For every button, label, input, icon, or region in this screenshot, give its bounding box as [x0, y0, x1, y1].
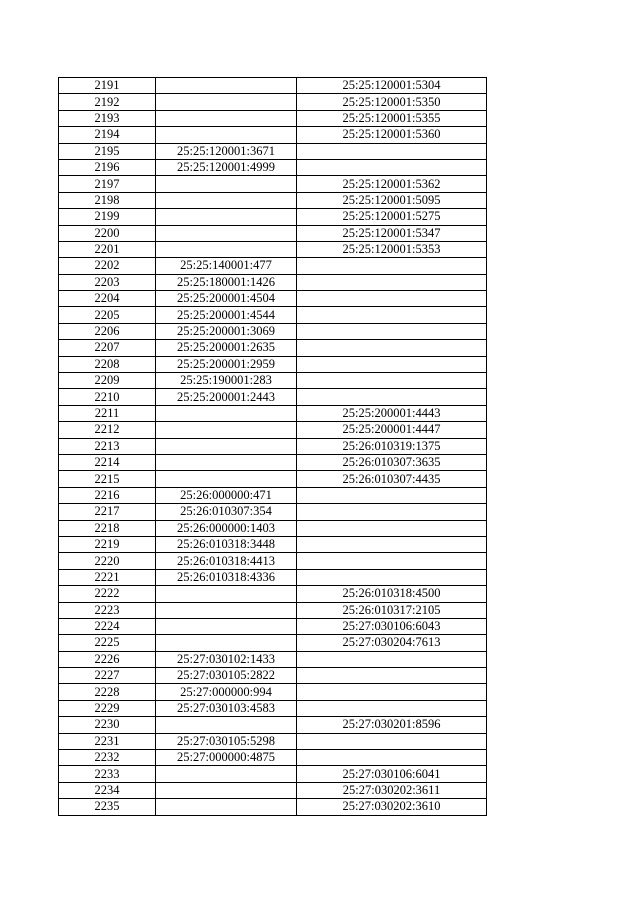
row-number-cell: 2233 [59, 766, 156, 782]
cadastral-number-cell-b [297, 323, 487, 339]
cadastral-number-cell-a: 25:25:200001:2959 [156, 356, 297, 372]
cadastral-number-cell-a: 25:26:000000:1403 [156, 520, 297, 536]
table-row [59, 94, 487, 110]
table-row [59, 356, 487, 372]
table-row [59, 700, 487, 716]
cadastral-number-cell-a [156, 717, 297, 733]
cadastral-number-cell-b: 25:25:120001:5355 [297, 110, 487, 126]
table-row [59, 373, 487, 389]
cadastral-number-cell-b [297, 651, 487, 667]
cadastral-number-cell-b [297, 356, 487, 372]
cadastral-number-cell-b: 25:26:010318:4500 [297, 586, 487, 602]
row-number-cell: 2223 [59, 602, 156, 618]
row-number-cell: 2204 [59, 291, 156, 307]
table-row [59, 78, 487, 94]
cadastral-number-cell-a [156, 766, 297, 782]
cadastral-number-cell-a [156, 422, 297, 438]
cadastral-number-cell-a [156, 602, 297, 618]
cadastral-number-cell-a: 25:27:000000:994 [156, 684, 297, 700]
table-row [59, 323, 487, 339]
table-row [59, 536, 487, 552]
table-row [59, 127, 487, 143]
row-number-cell: 2219 [59, 536, 156, 552]
cadastral-number-cell-a [156, 454, 297, 470]
row-number-cell: 2209 [59, 373, 156, 389]
cadastral-number-cell-b [297, 340, 487, 356]
cadastral-number-cell-b [297, 487, 487, 503]
cadastral-number-cell-b: 25:27:030204:7613 [297, 635, 487, 651]
cadastral-number-cell-b [297, 733, 487, 749]
cadastral-number-cell-a: 25:26:010318:4413 [156, 553, 297, 569]
cadastral-number-cell-a: 25:27:030102:1433 [156, 651, 297, 667]
cadastral-number-cell-a: 25:27:030105:2822 [156, 668, 297, 684]
table-row [59, 454, 487, 470]
table-row [59, 241, 487, 257]
cadastral-number-cell-a [156, 618, 297, 634]
row-number-cell: 2217 [59, 504, 156, 520]
table-row [59, 684, 487, 700]
cadastral-number-cell-b: 25:25:120001:5353 [297, 241, 487, 257]
table-row [59, 438, 487, 454]
row-number-cell: 2200 [59, 225, 156, 241]
table-row [59, 750, 487, 766]
cadastral-number-cell-b: 25:25:120001:5304 [297, 78, 487, 94]
cadastral-number-cell-b: 25:26:010319:1375 [297, 438, 487, 454]
row-number-cell: 2193 [59, 110, 156, 126]
table-row [59, 176, 487, 192]
row-number-cell: 2228 [59, 684, 156, 700]
table-row [59, 520, 487, 536]
cadastral-number-cell-a [156, 78, 297, 94]
row-number-cell: 2224 [59, 618, 156, 634]
row-number-cell: 2222 [59, 586, 156, 602]
row-number-cell: 2191 [59, 78, 156, 94]
cadastral-number-cell-b [297, 274, 487, 290]
table-row [59, 291, 487, 307]
table-row [59, 635, 487, 651]
cadastral-number-cell-b [297, 750, 487, 766]
cadastral-number-cell-b [297, 373, 487, 389]
cadastral-number-cell-a: 25:25:200001:3069 [156, 323, 297, 339]
row-number-cell: 2211 [59, 405, 156, 421]
row-number-cell: 2203 [59, 274, 156, 290]
cadastral-number-cell-a: 25:27:030105:5298 [156, 733, 297, 749]
row-number-cell: 2198 [59, 192, 156, 208]
row-number-cell: 2196 [59, 159, 156, 175]
table-row [59, 143, 487, 159]
cadastral-number-cell-a [156, 241, 297, 257]
row-number-cell: 2225 [59, 635, 156, 651]
cadastral-number-cell-b: 25:25:120001:5362 [297, 176, 487, 192]
row-number-cell: 2199 [59, 209, 156, 225]
cadastral-number-cell-a: 25:25:180001:1426 [156, 274, 297, 290]
cadastral-number-cell-b: 25:27:030106:6043 [297, 618, 487, 634]
cadastral-number-cell-a [156, 127, 297, 143]
row-number-cell: 2205 [59, 307, 156, 323]
row-number-cell: 2201 [59, 241, 156, 257]
table-row [59, 389, 487, 405]
cadastral-number-cell-a: 25:27:000000:4875 [156, 750, 297, 766]
row-number-cell: 2230 [59, 717, 156, 733]
cadastral-number-cell-b [297, 143, 487, 159]
cadastral-number-cell-a [156, 192, 297, 208]
cadastral-number-cell-a [156, 471, 297, 487]
cadastral-number-cell-b: 25:25:120001:5275 [297, 209, 487, 225]
cadastral-number-cell-a: 25:25:190001:283 [156, 373, 297, 389]
table-row [59, 159, 487, 175]
row-number-cell: 2214 [59, 454, 156, 470]
cadastral-number-cell-a: 25:25:200001:2443 [156, 389, 297, 405]
row-number-cell: 2234 [59, 782, 156, 798]
cadastral-number-cell-a: 25:26:010318:4336 [156, 569, 297, 585]
row-number-cell: 2206 [59, 323, 156, 339]
row-number-cell: 2226 [59, 651, 156, 667]
cadastral-number-cell-b [297, 668, 487, 684]
table-row [59, 668, 487, 684]
cadastral-number-cell-b: 25:25:200001:4443 [297, 405, 487, 421]
cadastral-number-cell-b [297, 307, 487, 323]
table-row [59, 422, 487, 438]
row-number-cell: 2220 [59, 553, 156, 569]
table-row [59, 258, 487, 274]
data-table [58, 77, 487, 816]
row-number-cell: 2192 [59, 94, 156, 110]
row-number-cell: 2208 [59, 356, 156, 372]
cadastral-number-cell-b [297, 159, 487, 175]
table-row [59, 799, 487, 815]
table-row [59, 553, 487, 569]
cadastral-number-cell-b: 25:25:120001:5350 [297, 94, 487, 110]
table-row [59, 405, 487, 421]
row-number-cell: 2221 [59, 569, 156, 585]
cadastral-number-cell-b: 25:26:010317:2105 [297, 602, 487, 618]
cadastral-number-cell-b [297, 684, 487, 700]
cadastral-number-cell-a: 25:26:010318:3448 [156, 536, 297, 552]
table-row [59, 651, 487, 667]
row-number-cell: 2235 [59, 799, 156, 815]
table-row [59, 586, 487, 602]
cadastral-number-cell-a [156, 586, 297, 602]
row-number-cell: 2213 [59, 438, 156, 454]
table-row [59, 307, 487, 323]
cadastral-number-cell-b: 25:25:120001:5347 [297, 225, 487, 241]
cadastral-number-cell-a: 25:25:200001:2635 [156, 340, 297, 356]
cadastral-number-cell-a [156, 635, 297, 651]
table-row [59, 225, 487, 241]
row-number-cell: 2212 [59, 422, 156, 438]
table-row [59, 274, 487, 290]
row-number-cell: 2232 [59, 750, 156, 766]
cadastral-number-cell-a: 25:27:030103:4583 [156, 700, 297, 716]
cadastral-number-cell-b [297, 258, 487, 274]
cadastral-number-cell-b: 25:25:200001:4447 [297, 422, 487, 438]
cadastral-number-cell-b: 25:27:030202:3610 [297, 799, 487, 815]
cadastral-number-cell-b [297, 520, 487, 536]
cadastral-number-cell-a [156, 110, 297, 126]
cadastral-number-cell-b [297, 291, 487, 307]
cadastral-number-cell-a: 25:25:200001:4544 [156, 307, 297, 323]
cadastral-number-cell-a [156, 94, 297, 110]
table-row [59, 569, 487, 585]
table-row [59, 782, 487, 798]
cadastral-number-cell-b [297, 536, 487, 552]
row-number-cell: 2210 [59, 389, 156, 405]
cadastral-number-cell-b [297, 504, 487, 520]
table-row [59, 340, 487, 356]
cadastral-number-cell-b: 25:25:120001:5360 [297, 127, 487, 143]
cadastral-number-cell-b [297, 553, 487, 569]
cadastral-number-cell-a: 25:25:120001:4999 [156, 159, 297, 175]
cadastral-number-cell-b: 25:27:030106:6041 [297, 766, 487, 782]
table-row [59, 602, 487, 618]
cadastral-number-cell-b: 25:27:030202:3611 [297, 782, 487, 798]
table-row [59, 487, 487, 503]
cadastral-number-cell-b: 25:27:030201:8596 [297, 717, 487, 733]
cadastral-number-cell-b [297, 389, 487, 405]
table-row [59, 471, 487, 487]
row-number-cell: 2215 [59, 471, 156, 487]
cadastral-number-cell-a [156, 209, 297, 225]
cadastral-number-cell-a: 25:25:140001:477 [156, 258, 297, 274]
table-row [59, 766, 487, 782]
cadastral-number-cell-a [156, 176, 297, 192]
row-number-cell: 2231 [59, 733, 156, 749]
cadastral-number-cell-b: 25:25:120001:5095 [297, 192, 487, 208]
table-row [59, 209, 487, 225]
cadastral-number-cell-a [156, 782, 297, 798]
cadastral-number-cell-b: 25:26:010307:3635 [297, 454, 487, 470]
row-number-cell: 2207 [59, 340, 156, 356]
table-row [59, 717, 487, 733]
row-number-cell: 2216 [59, 487, 156, 503]
table-row [59, 110, 487, 126]
table-row [59, 618, 487, 634]
cadastral-number-cell-a: 25:26:010307:354 [156, 504, 297, 520]
cadastral-number-cell-a: 25:25:200001:4504 [156, 291, 297, 307]
cadastral-number-cell-b [297, 700, 487, 716]
row-number-cell: 2194 [59, 127, 156, 143]
row-number-cell: 2197 [59, 176, 156, 192]
table-row [59, 192, 487, 208]
row-number-cell: 2195 [59, 143, 156, 159]
cadastral-number-cell-b: 25:26:010307:4435 [297, 471, 487, 487]
cadastral-number-cell-a: 25:25:120001:3671 [156, 143, 297, 159]
table-body [59, 78, 487, 816]
row-number-cell: 2218 [59, 520, 156, 536]
cadastral-number-cell-a [156, 799, 297, 815]
cadastral-number-cell-a [156, 438, 297, 454]
cadastral-number-cell-a [156, 405, 297, 421]
row-number-cell: 2229 [59, 700, 156, 716]
cadastral-number-cell-b [297, 569, 487, 585]
table-row [59, 733, 487, 749]
row-number-cell: 2227 [59, 668, 156, 684]
row-number-cell: 2202 [59, 258, 156, 274]
table-row [59, 504, 487, 520]
cadastral-number-cell-a [156, 225, 297, 241]
cadastral-number-cell-a: 25:26:000000:471 [156, 487, 297, 503]
